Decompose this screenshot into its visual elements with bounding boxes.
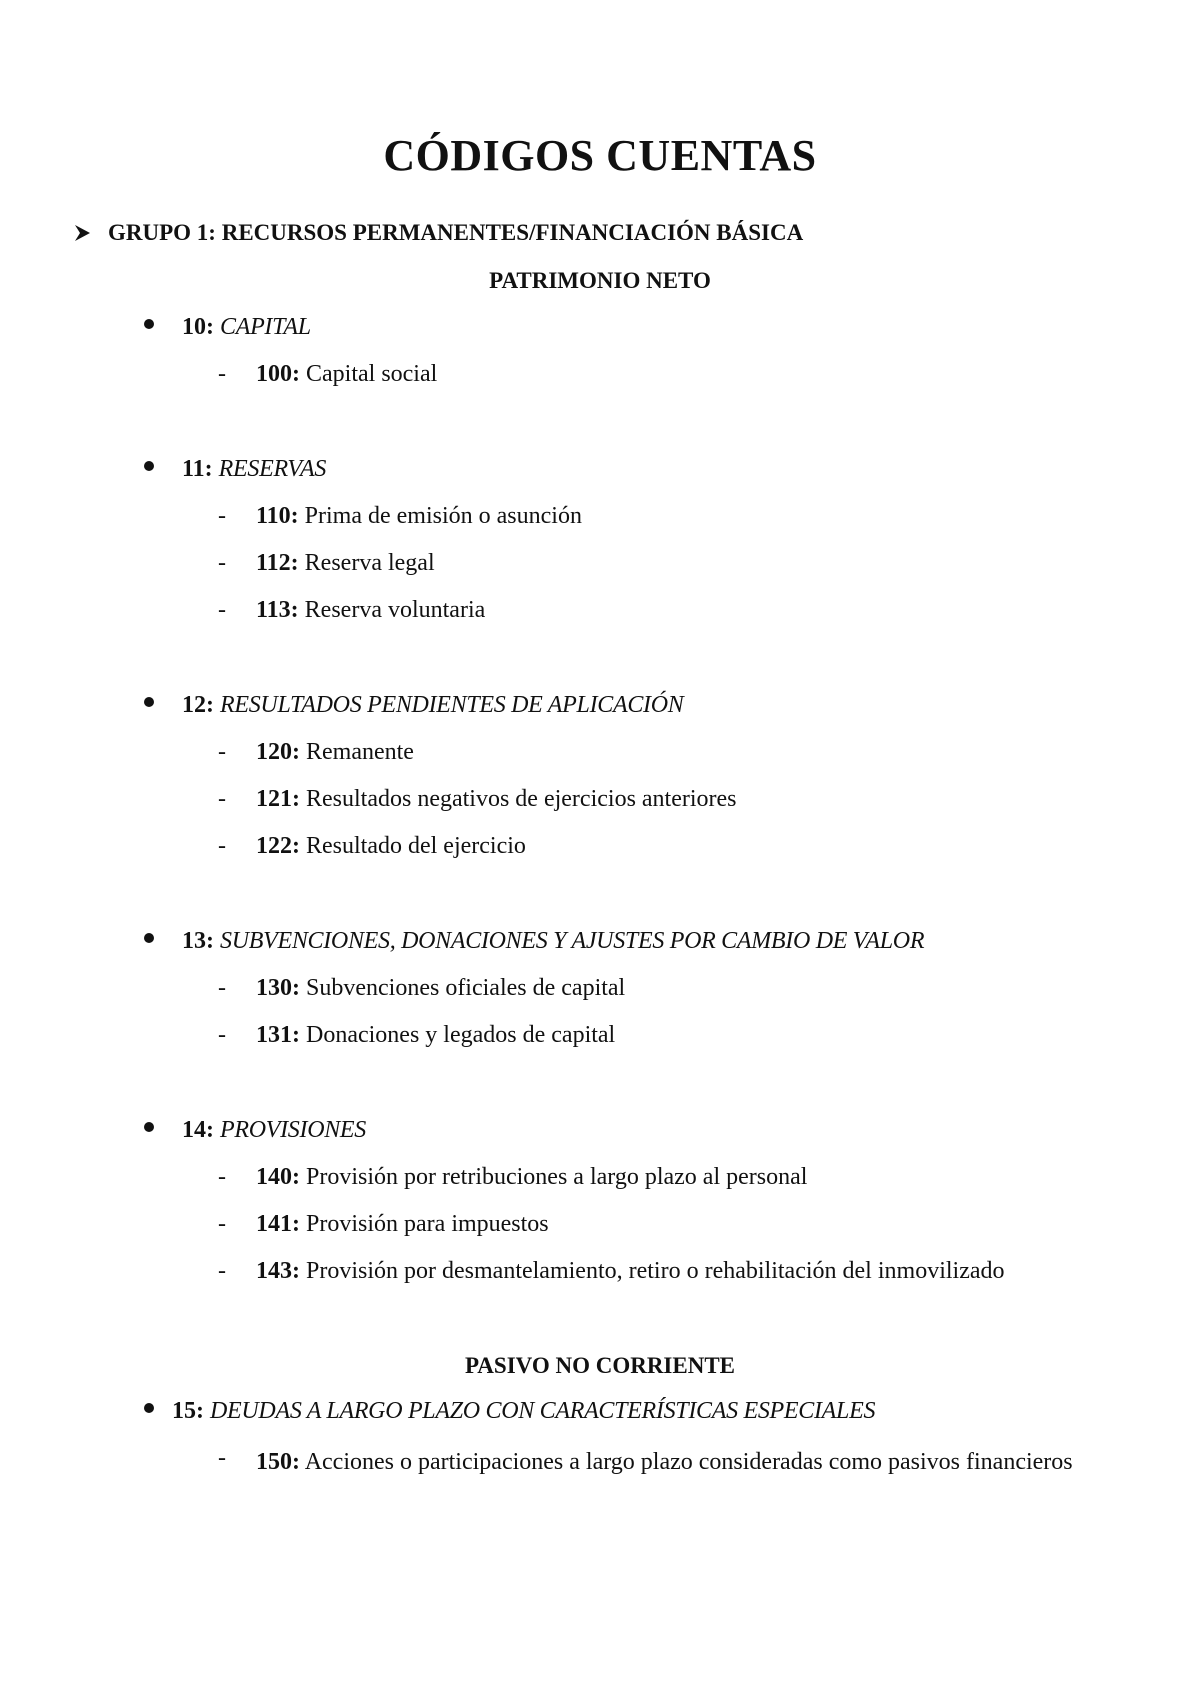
subaccount-text: Resultados negativos de ejercicios anteriores <box>306 786 737 812</box>
subaccount-122 <box>218 833 526 860</box>
subaccount-code: 121: <box>256 786 300 812</box>
dash-bullet: - <box>218 503 226 529</box>
page-title: CÓDIGOS CUENTAS <box>383 131 817 180</box>
subaccount-code: 122: <box>256 833 300 859</box>
subaccount-text: Reserva voluntaria <box>304 597 486 623</box>
dash-bullet: - <box>218 361 226 387</box>
subaccount-code: 112: <box>256 550 299 576</box>
dash-bullet: - <box>218 786 226 812</box>
subaccount-100 <box>218 361 437 388</box>
account-name: DEUDAS A LARGO PLAZO CON CARACTERÍSTICAS ESPECIALES <box>210 1398 876 1424</box>
subaccount-text: Provisión por desmantelamiento, retiro o rehabilitación del inmovilizado <box>306 1258 1005 1284</box>
subaccount-text: Donaciones y legados de capital <box>306 1022 616 1048</box>
subaccount-112 <box>218 550 435 577</box>
account-group-13 <box>144 928 924 955</box>
subaccount-code: 110: <box>256 503 299 529</box>
subaccount-code: 143: <box>256 1258 300 1284</box>
account-name: RESERVAS <box>218 456 327 482</box>
bullet-icon <box>144 933 154 943</box>
subaccount-text: Resultado del ejercicio <box>306 833 526 859</box>
dash-bullet: - <box>218 1258 226 1284</box>
group-label: GRUPO 1: RECURSOS PERMANENTES/FINANCIACIÓN BÁSICA <box>108 220 804 245</box>
section-heading-patrimonio: PATRIMONIO NETO <box>489 268 711 293</box>
subaccount-text: Provisión por retribuciones a largo plazo al personal <box>306 1164 808 1190</box>
account-name: SUBVENCIONES, DONACIONES Y AJUSTES POR CAMBIO DE VALOR <box>220 928 925 954</box>
account-group-11 <box>144 456 326 483</box>
subaccount-code: 141: <box>256 1211 300 1237</box>
subaccount-121 <box>218 786 737 813</box>
subaccount-141 <box>218 1211 549 1238</box>
group-heading <box>72 220 803 246</box>
subaccount-110 <box>218 503 582 530</box>
bullet-icon <box>144 319 154 329</box>
subaccount-body <box>256 1445 1086 1479</box>
dash-bullet: - <box>218 1164 226 1190</box>
account-group-14 <box>144 1117 366 1144</box>
subaccount-text: Reserva legal <box>304 550 435 576</box>
subaccount-140 <box>218 1164 807 1191</box>
subaccount-text: Remanente <box>306 739 414 765</box>
account-code: 11: <box>182 456 213 482</box>
subaccount-code: 131: <box>256 1022 300 1048</box>
subaccount-code: 120: <box>256 739 300 765</box>
account-code: 15: <box>172 1398 204 1424</box>
subaccount-120 <box>218 739 414 766</box>
bullet-icon <box>144 697 154 707</box>
account-group-12 <box>144 692 683 719</box>
subaccount-code: 100: <box>256 361 300 387</box>
dash-bullet: - <box>218 1022 226 1048</box>
subaccount-150 <box>218 1445 1086 1479</box>
account-name: PROVISIONES <box>220 1117 366 1143</box>
dash-bullet: - <box>218 833 226 859</box>
subaccount-113 <box>218 597 485 624</box>
account-name: CAPITAL <box>220 314 311 340</box>
subaccount-text: Acciones o participaciones a largo plazo consideradas como pasivos financieros <box>304 1449 1073 1475</box>
subaccount-130 <box>218 975 625 1002</box>
subaccount-text: Provisión para impuestos <box>306 1211 549 1237</box>
account-code: 12: <box>182 692 214 718</box>
subaccount-code: 113: <box>256 597 299 623</box>
subaccount-text: Subvenciones oficiales de capital <box>306 975 626 1001</box>
dash-bullet: - <box>218 1211 226 1237</box>
subaccount-code: 150: <box>256 1449 300 1475</box>
bullet-icon <box>144 1122 154 1132</box>
subaccount-131 <box>218 1022 615 1049</box>
dash-bullet: - <box>218 1445 226 1471</box>
account-name: RESULTADOS PENDIENTES DE APLICACIÓN <box>220 692 684 718</box>
dash-bullet: - <box>218 739 226 765</box>
account-group-10 <box>144 314 311 341</box>
arrow-bullet-icon <box>72 223 92 243</box>
dash-bullet: - <box>218 550 226 576</box>
section-heading-pasivo: PASIVO NO CORRIENTE <box>464 1353 736 1378</box>
subaccount-143 <box>218 1258 1005 1285</box>
subaccount-text: Prima de emisión o asunción <box>304 503 582 529</box>
subaccount-code: 140: <box>256 1164 300 1190</box>
bullet-icon <box>144 1403 154 1413</box>
subaccount-text: Capital social <box>306 361 438 387</box>
account-code: 10: <box>182 314 214 340</box>
dash-bullet: - <box>218 975 226 1001</box>
account-group-15 <box>144 1398 875 1425</box>
subaccount-code: 130: <box>256 975 300 1001</box>
dash-bullet: - <box>218 597 226 623</box>
bullet-icon <box>144 461 154 471</box>
account-code: 14: <box>182 1117 214 1143</box>
account-code: 13: <box>182 928 214 954</box>
